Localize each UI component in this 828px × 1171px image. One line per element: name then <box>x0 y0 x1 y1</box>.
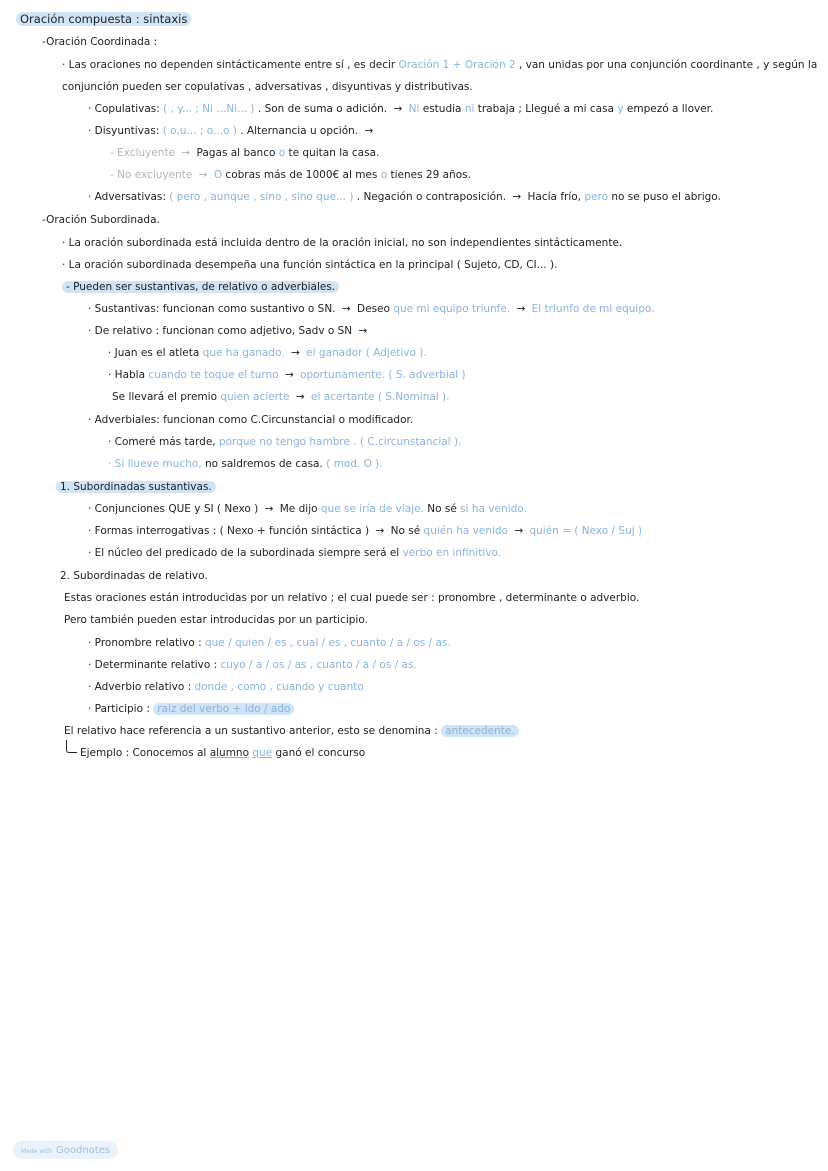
no-excluyente-line <box>110 168 471 182</box>
c3-b: verbo en infinitivo. <box>402 547 502 559</box>
arrow-icon: → <box>512 191 522 203</box>
rel3-b: quien acierte <box>220 391 290 403</box>
disyuntivas-line <box>88 124 376 138</box>
adv-example-2 <box>108 457 383 471</box>
excl-ex-b: o <box>278 147 286 159</box>
ex-b: alumno <box>209 747 250 759</box>
part-a: · Participio : <box>88 703 150 715</box>
rel1-b: que ha ganado. <box>202 347 285 359</box>
sust-def: · Sustantivas: funcionan como sustantivo o SN. <box>88 303 336 315</box>
copulativas-def: . Son de suma o adición. <box>257 103 388 115</box>
ejemplo-line <box>80 746 365 760</box>
advs2-b: no saldremos de casa. <box>204 458 323 470</box>
sub-bullet-3 <box>62 280 339 294</box>
adversativas-label: · Adversativas: <box>88 191 166 203</box>
advr-a: · Adverbio relativo : <box>88 681 192 693</box>
ex-c: que <box>252 747 273 759</box>
cop-ex-b: estudia <box>422 103 462 115</box>
antecedente-line <box>64 724 519 738</box>
advs2-a: · Si llueve mucho, <box>108 458 202 470</box>
sust-section-heading <box>56 480 216 494</box>
c2-d: quién = ( Nexo / Suj ) <box>529 525 643 537</box>
sub-types-highlight: - Pueden ser sustantivas, de relativo o adverbiales. <box>62 281 339 293</box>
rel3-a: Se llevará el premio <box>112 391 217 403</box>
sub-bullet-2: · La oración subordinada desempeña una función sintáctica en la principal ( Sujeto, CD, CI... ). <box>62 259 558 271</box>
rel2-a: · Habla <box>108 369 146 381</box>
arrow-icon: → <box>393 103 403 115</box>
c2-b: No sé <box>390 525 421 537</box>
pron-a: · Pronombre relativo : <box>88 637 202 649</box>
sust-heading-highlight: 1. Subordinadas sustantivas. <box>56 481 216 493</box>
sust-ex-b: Deseo <box>357 303 390 315</box>
arrow-icon: → <box>341 303 351 315</box>
rel-paragraph-2: Pero también pueden estar introducidas por un participio. <box>64 614 368 626</box>
sub-bullet-1: · La oración subordinada está incluida dentro de la oración inicial, no son independientes sintácticamente. <box>62 237 623 249</box>
participio-line <box>88 702 294 716</box>
pron-b: que / quien / es , cual / es , cuanto / a / os / as. <box>204 637 451 649</box>
rel3-c: el acertante ( S.Nominal ). <box>311 391 450 403</box>
arrow-icon: → <box>358 325 368 337</box>
c1-b: Me dijo <box>279 503 318 515</box>
cop-ex-f: empezó a llover. <box>626 103 714 115</box>
noexcl-ex-c: o <box>380 169 388 181</box>
coord-intro-formula: Oración 1 + Oración 2 <box>398 59 516 71</box>
copulativas-conj: ( , y... ; Ni ...Ni... ) <box>163 103 255 115</box>
c1-e: si ha venido. <box>460 503 527 515</box>
coord-intro-line2: conjunción pueden ser copulativas , adversativas , disyuntivas y distributivas. <box>62 81 473 93</box>
adv-example-1 <box>108 435 461 449</box>
sustantivas-line <box>88 302 655 316</box>
copulativas-line <box>88 102 713 116</box>
rel-example-2 <box>108 368 466 382</box>
arrow-icon: → <box>284 369 294 381</box>
c2-c: quién ha venido <box>423 525 508 537</box>
sust-conjunciones-line <box>88 502 527 516</box>
c1-c: que se iría de viaje. <box>320 503 424 515</box>
title-highlight: Oración compuesta : sintaxis <box>16 12 191 26</box>
disyuntivas-conj: ( o,u... ; o...o ) <box>162 125 237 137</box>
rel1-a: · Juan es el atleta <box>108 347 200 359</box>
rel-paragraph-1: Estas oraciones están introducidas por un relativo ; el cual puede ser : pronombre , determinante o adverbio. <box>64 592 640 604</box>
c3-a: · El núcleo del predicado de la subordinada siempre será el <box>88 547 400 559</box>
det-b: cuyo / a / os / as , cuanto / a / os / as. <box>220 659 417 671</box>
rel-def: · De relativo : funcionan como adjetivo, Sadv o SN <box>88 325 353 337</box>
rel-example-1 <box>108 346 427 360</box>
page-title <box>16 12 191 26</box>
goodnotes-badge <box>13 1141 118 1159</box>
adversativas-line <box>88 190 721 204</box>
adv-ex-a: Hacía frío, <box>527 191 582 203</box>
no-excluyente-label: - No excluyente <box>110 169 193 181</box>
rel-section-heading: 2. Subordinadas de relativo. <box>60 570 208 582</box>
goodnotes-brand: Goodnotes <box>56 1145 111 1156</box>
arrow-icon: → <box>264 503 274 515</box>
sub-heading: -Oración Subordinada. <box>42 214 160 226</box>
c1-a: · Conjunciones QUE y SI ( Nexo ) <box>88 503 259 515</box>
arrow-icon: → <box>364 125 374 137</box>
coord-intro-text-c: , van unidas por una conjunción coordinante , y según la <box>518 59 818 71</box>
disyuntivas-label: · Disyuntivas: <box>88 125 160 137</box>
ex-d: ganó el concurso <box>275 747 366 759</box>
copulativas-label: · Copulativas: <box>88 103 160 115</box>
excluyente-label: - Excluyente <box>110 147 176 159</box>
excluyente-line <box>110 146 379 160</box>
advs1-a: · Comeré más tarde, <box>108 436 216 448</box>
cop-ex-e: y <box>617 103 624 115</box>
sust-nucleo-line <box>88 546 501 560</box>
sust-ex-c: que mi equipo triunfe. <box>393 303 511 315</box>
arrow-icon: → <box>291 347 300 359</box>
adv-ex-b: pero <box>584 191 608 203</box>
relativo-line <box>88 324 370 338</box>
arrow-icon: → <box>198 169 208 181</box>
rel2-c: oportunamente. ( S. adverbial ) <box>300 369 466 381</box>
rel1-c: el ganador ( Adjetivo ). <box>306 347 427 359</box>
hook-arrow-icon <box>66 740 77 753</box>
cop-ex-d: trabaja ; Llegué a mi casa <box>477 103 614 115</box>
coord-intro-text-a: · Las oraciones no dependen sintácticamente entre sí , es decir <box>62 59 396 71</box>
sust-ex-d: El triunfo de mi equipo. <box>531 303 655 315</box>
noexcl-ex-a: O <box>213 169 223 181</box>
ant-b: antecedente. <box>441 725 519 737</box>
rel-example-3 <box>112 390 449 404</box>
adverbiales-line: · Adverbiales: funcionan como C.Circunstancial o modificador. <box>88 414 414 426</box>
adversativas-conj: ( pero , aunque , sino , sino que... ) <box>169 191 354 203</box>
determinante-line <box>88 658 417 672</box>
excl-ex-a: Pagas al banco <box>196 147 276 159</box>
arrow-icon: → <box>295 391 305 403</box>
noexcl-ex-b: cobras más de 1000€ al mes <box>225 169 378 181</box>
advs2-c: ( mod. O ). <box>326 458 383 470</box>
arrow-icon: → <box>516 303 526 315</box>
coord-intro-line1 <box>62 58 817 72</box>
c2-a: · Formas interrogativas : ( Nexo + función sintáctica ) <box>88 525 370 537</box>
part-b: raíz del verbo + ido / ado <box>153 703 294 715</box>
advs1-b: porque no tengo hambre . ( C.circunstancial ). <box>218 436 462 448</box>
arrow-icon: → <box>375 525 385 537</box>
coord-heading: -Oración Coordinada : <box>42 36 158 48</box>
made-with-text: Made with <box>21 1148 52 1155</box>
adv-ex-c: no se puso el abrigo. <box>611 191 721 203</box>
det-a: · Determinante relativo : <box>88 659 218 671</box>
adversativas-def: . Negación o contraposición. <box>356 191 507 203</box>
cop-ex-a: Ni <box>408 103 420 115</box>
advr-b: donde , como , cuando y cuanto <box>194 681 364 693</box>
excl-ex-c: te quitan la casa. <box>288 147 380 159</box>
noexcl-ex-d: tienes 29 años. <box>390 169 471 181</box>
disyuntivas-def: . Alternancia u opción. <box>240 125 359 137</box>
cop-ex-c: ni <box>464 103 475 115</box>
arrow-icon: → <box>514 525 524 537</box>
sust-interrogativas-line <box>88 524 642 538</box>
rel2-b: cuando te toque el turno <box>148 369 279 381</box>
arrow-icon: → <box>181 147 191 159</box>
adverbio-line <box>88 680 364 694</box>
ant-a: El relativo hace referencia a un sustantivo anterior, esto se denomina : <box>64 725 438 737</box>
c1-d: No sé <box>427 503 457 515</box>
ex-a: Ejemplo : Conocemos al <box>80 747 207 759</box>
pronombre-line <box>88 636 451 650</box>
